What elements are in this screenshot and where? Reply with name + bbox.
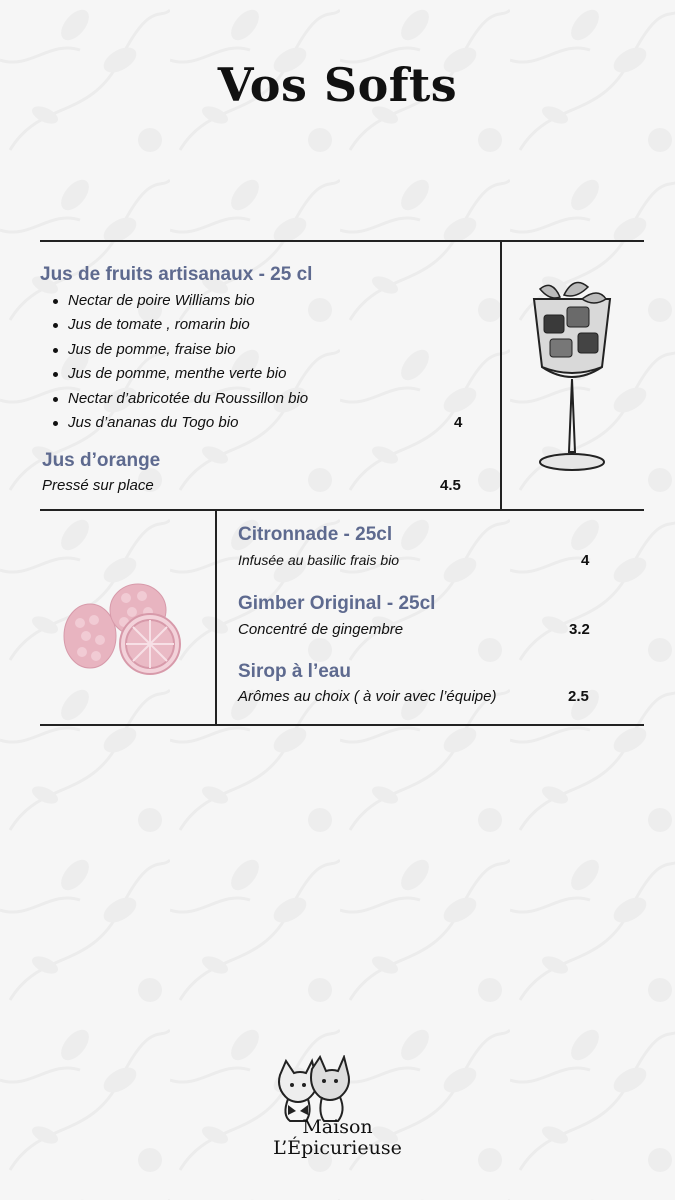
divider-vertical-right: [500, 240, 502, 510]
section-title-gimber: Gimber Original - 25cl: [238, 593, 436, 614]
description-sirop: Arômes au choix ( à voir avec l’équipe): [238, 688, 497, 705]
list-item: Jus d’ananas du Togo bio: [48, 411, 308, 435]
section-title-citronnade: Citronnade - 25cl: [238, 524, 393, 545]
divider-top: [40, 240, 644, 242]
description-citronnade: Infusée au basilic frais bio: [238, 552, 400, 568]
brand-name-line2: L’Épicurieuse: [273, 1137, 402, 1159]
list-item: Jus de pomme, menthe verte bio: [48, 362, 308, 386]
section-title-sirop: Sirop à l’eau: [238, 661, 351, 682]
list-item: Jus de pomme, fraise bio: [48, 338, 308, 362]
price-citronnade: 4: [581, 552, 590, 569]
description-gimber: Concentré de gingembre: [238, 621, 404, 638]
price-orange-juice: 4.5: [440, 477, 461, 494]
section-title-orange-juice: Jus d’orange: [42, 450, 161, 471]
divider-middle: [40, 509, 644, 511]
price-artisanal-juices: 4: [454, 414, 463, 431]
price-sirop: 2.5: [568, 688, 589, 705]
section-title-artisanal-juices: Jus de fruits artisanaux - 25 cl: [40, 264, 313, 285]
page-title: Vos Softs: [217, 58, 458, 112]
price-gimber: 3.2: [569, 621, 590, 638]
raspberry-citrus-icon: [58, 578, 188, 678]
description-orange-juice: Pressé sur place: [42, 477, 154, 494]
divider-vertical-left: [215, 510, 217, 725]
divider-bottom: [40, 724, 644, 726]
artisanal-juice-list: [48, 289, 308, 435]
brand-name-line1: Maison: [302, 1116, 373, 1138]
list-item: Jus de tomate , romarin bio: [48, 313, 308, 337]
cocktail-glass-icon: [522, 277, 622, 477]
list-item: Nectar de poire Williams bio: [48, 289, 308, 313]
list-item: Nectar d’abricotée du Roussillon bio: [48, 387, 308, 411]
